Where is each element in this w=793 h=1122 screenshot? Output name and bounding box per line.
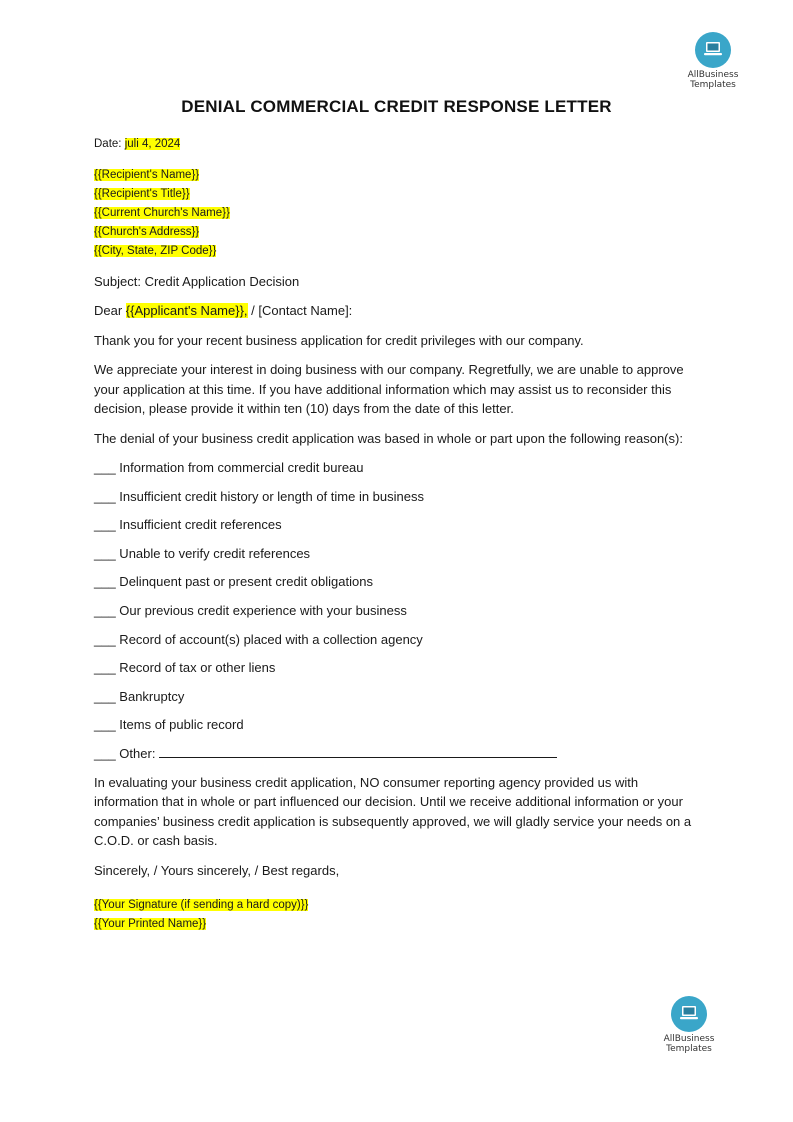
salutation: Dear {{Applicant's Name}}, / [Contact Name]: [94, 303, 353, 318]
reason-item: ___ Information from commercial credit bureau [94, 460, 364, 475]
evaluating-paragraph: In evaluating your business credit application, NO consumer reporting agency provided us with information that in whole or part influenced our decision. Until we receive additional information or your companies’ business credit application is subsequently approved, we will gladly service your needs on a C.O.D. or cash basis. [94, 774, 692, 849]
reason-item: ___ Items of public record [94, 717, 244, 733]
applicant-name: {{Applicant's Name}}, [125, 303, 248, 318]
brand-logo-top [673, 32, 753, 90]
recipient-title: {{Recipient's Title}} [94, 187, 190, 200]
laptop-icon [695, 32, 731, 68]
appreciate-paragraph: We appreciate your interest in doing business with our company. Regretfully, we are unable to approve your application at this time. If you have additional information which may assist us to reconsider this decision, please provide it within ten (10) days from the date of this letter. [94, 362, 684, 416]
laptop-icon [671, 996, 707, 1032]
date-line [94, 133, 704, 155]
reason-item: ___ Unable to verify credit references [94, 545, 311, 561]
church-name: {{Current Church's Name}} [94, 206, 230, 219]
reasons-list [94, 458, 704, 773]
reason-other: ___ Other: [94, 744, 704, 773]
letter-body [94, 133, 704, 934]
recipient-name: {{Recipient's Name}} [94, 168, 200, 181]
signature-block [94, 896, 704, 934]
document-title: DENIAL COMMERCIAL CREDIT RESPONSE LETTER [181, 97, 612, 116]
city-state-zip: {{City, State, ZIP Code}} [94, 244, 217, 257]
reason-item: ___ Bankruptcy [94, 688, 185, 704]
closing: Sincerely, / Yours sincerely, / Best regards, [94, 862, 340, 878]
reason-item: ___ Delinquent past or present credit obligations [94, 574, 373, 590]
reason-item: ___ Record of account(s) placed with a collection agency [94, 631, 423, 647]
reason-item: ___ Insufficient credit history or length of time in business [94, 488, 424, 504]
brand-name: AllBusiness Templates [687, 70, 739, 90]
reason-item: ___ Record of tax or other liens [94, 660, 276, 676]
subject-line: Subject: Credit Application Decision [94, 273, 300, 289]
denial-paragraph: The denial of your business credit application was based in whole or part upon the following reason(s): [94, 430, 683, 446]
reason-item: ___ Insufficient credit references [94, 517, 282, 533]
other-blank-line [159, 744, 557, 758]
printed-name-placeholder: {{Your Printed Name}} [94, 918, 207, 931]
date-value: juli 4, 2024 [124, 138, 181, 150]
reason-item: ___ Our previous credit experience with your business [94, 602, 407, 618]
brand-logo-bottom [649, 996, 729, 1054]
date-label: Date: [94, 138, 125, 150]
brand-name: AllBusiness Templates [663, 1034, 715, 1054]
signature-placeholder: {{Your Signature (if sending a hard copy)}} [94, 899, 309, 912]
church-address: {{Church's Address}} [94, 225, 200, 238]
recipient-address [94, 166, 704, 261]
thanks-paragraph: Thank you for your recent business application for credit privileges with our company. [94, 332, 584, 348]
